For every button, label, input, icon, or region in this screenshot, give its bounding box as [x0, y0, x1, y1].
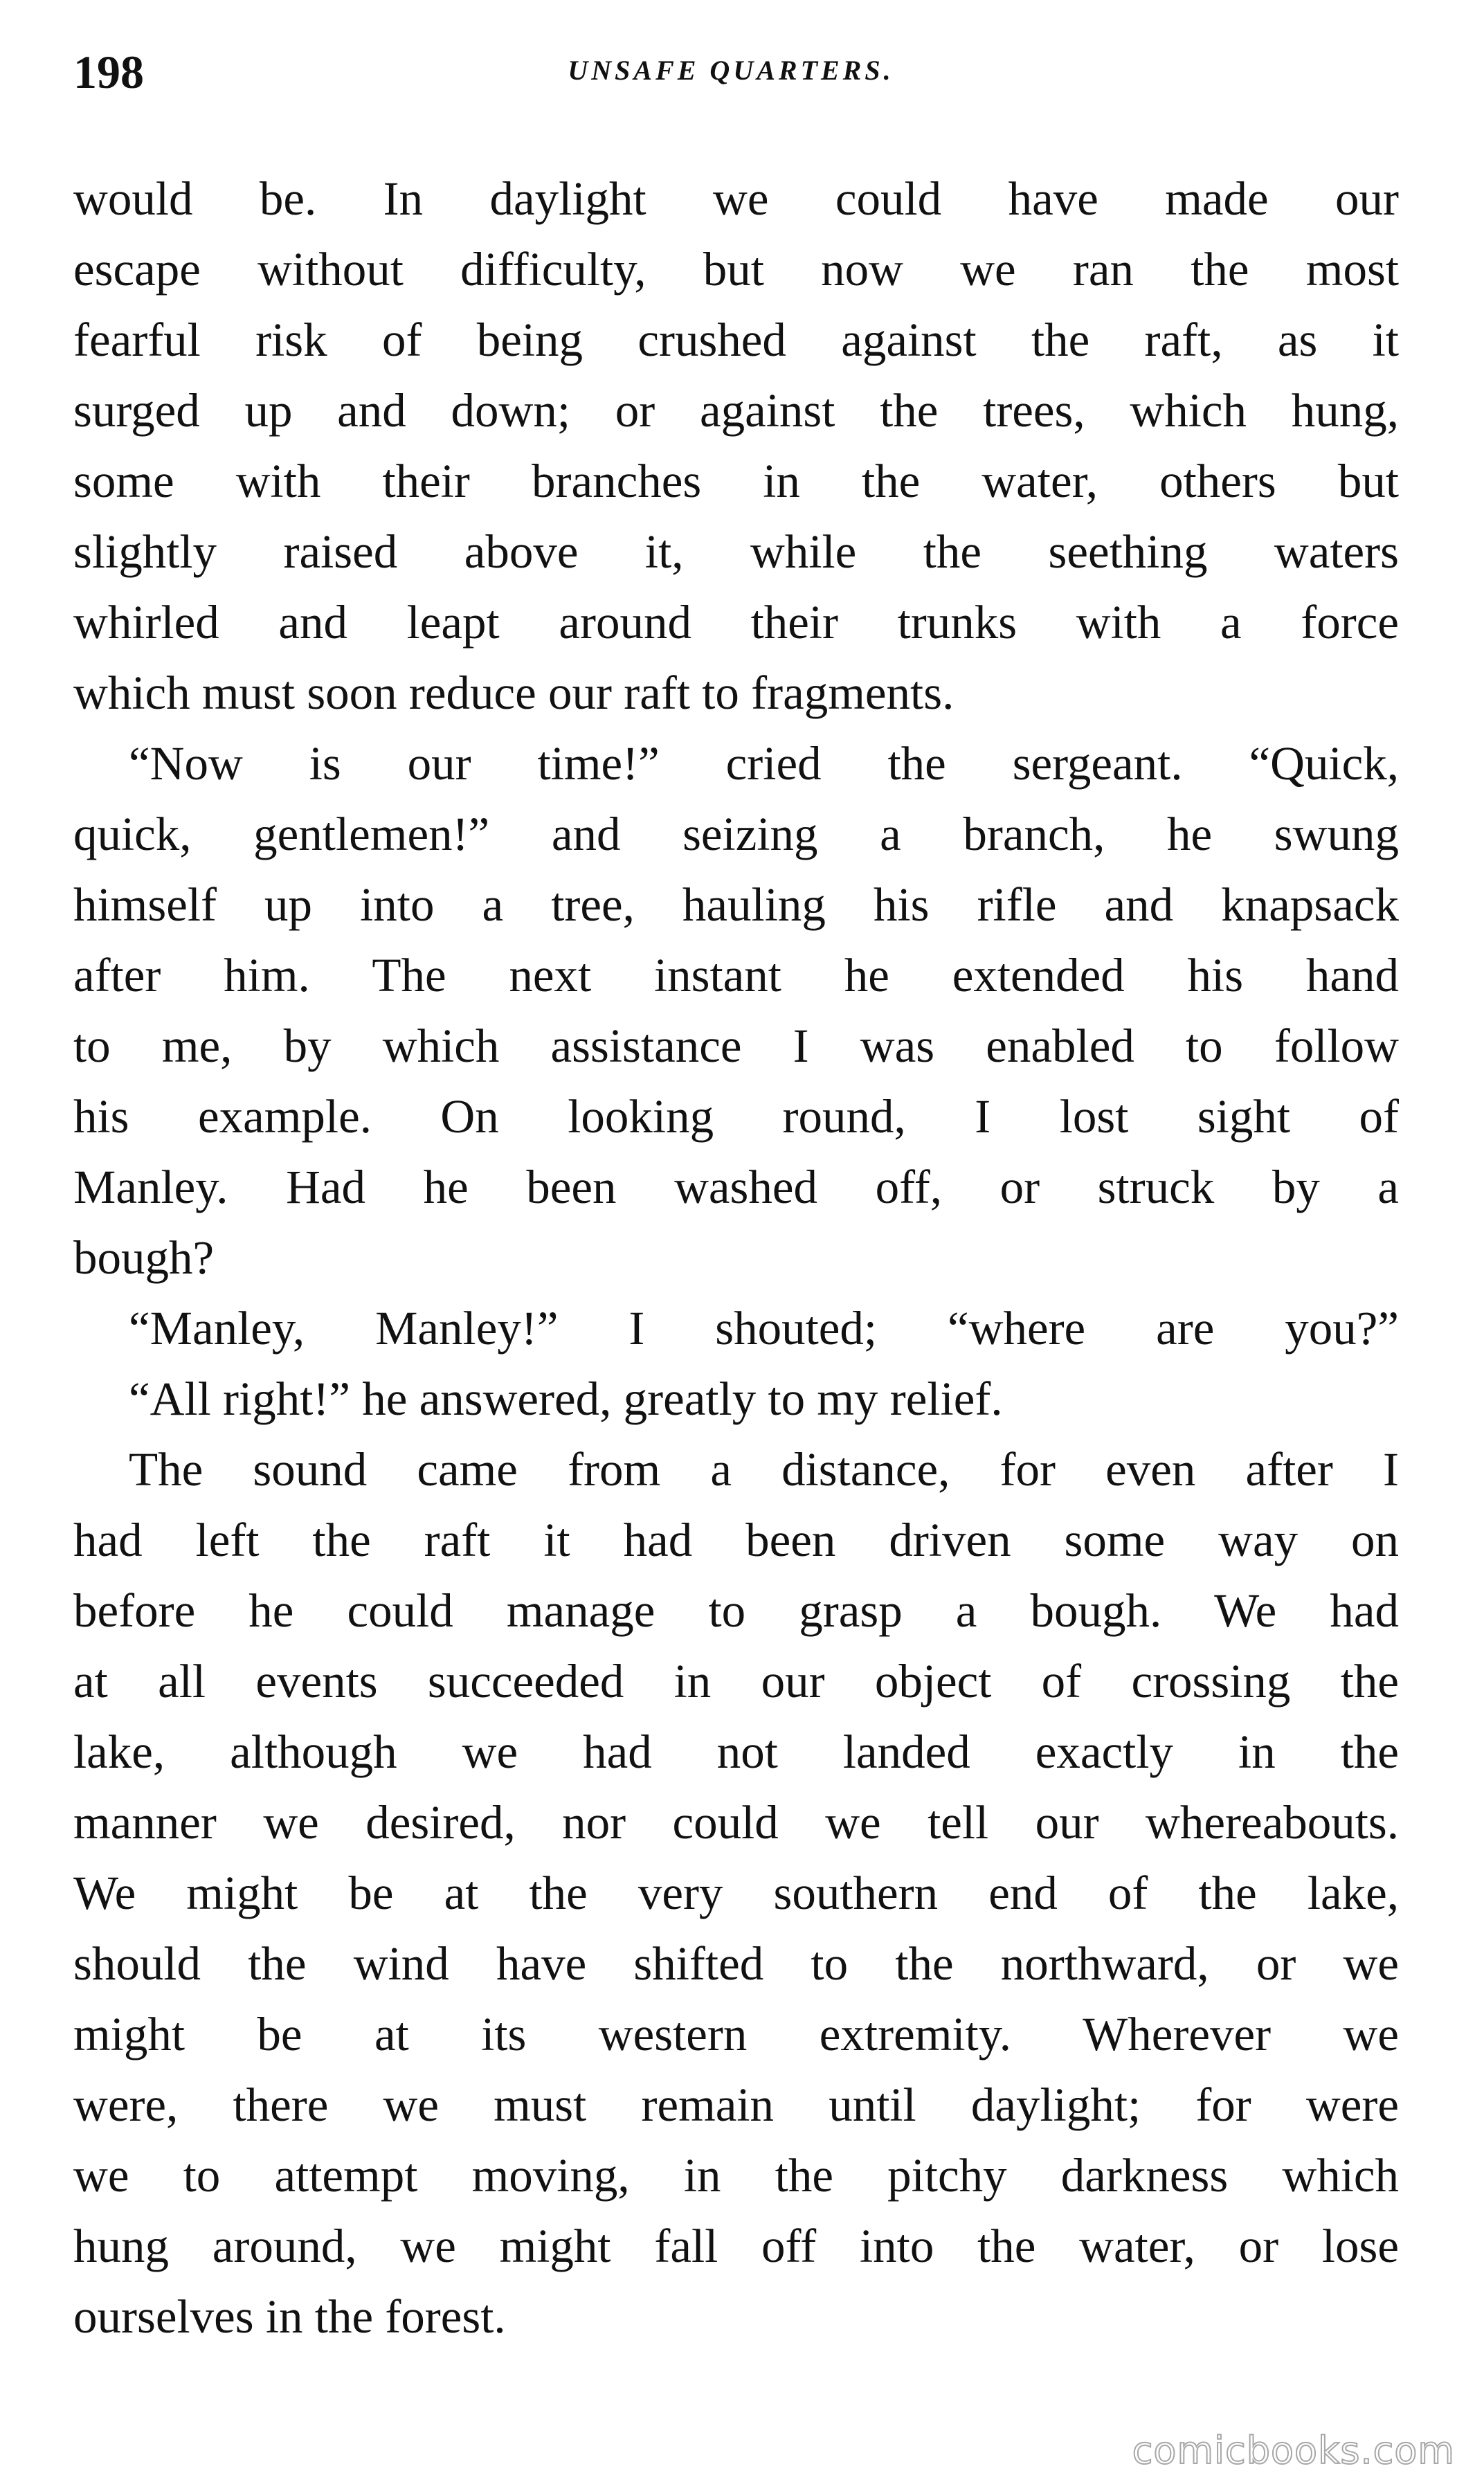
text-line: had left the raft it had been driven some way on — [73, 1514, 1399, 1566]
text-line: surged up and down; or against the trees, which hung, — [73, 384, 1399, 437]
text-line: “Now is our time!” cried the sergeant. “Quick, — [129, 737, 1399, 790]
text-line: before he could manage to grasp a bough. We had — [73, 1584, 1399, 1637]
text-line: his example. On looking round, I lost sight of — [73, 1090, 1399, 1143]
text-line: hung around, we might fall off into the water, or lose — [73, 2220, 1399, 2272]
text-line: to me, by which assistance I was enabled to follow — [73, 1020, 1399, 1072]
text-line: some with their branches in the water, others but — [73, 455, 1399, 507]
text-line: slightly raised above it, while the seething waters — [73, 525, 1399, 578]
text-line: himself up into a tree, hauling his rifle and knapsack — [73, 878, 1399, 931]
text-line: lake, although we had not landed exactly in the — [73, 1725, 1399, 1778]
text-line: which must soon reduce our raft to fragments. — [73, 667, 954, 719]
text-line: quick, gentlemen!” and seizing a branch, he swung — [73, 808, 1399, 860]
text-line: “All right!” he answered, greatly to my relief. — [129, 1373, 1003, 1425]
text-line: might be at its western extremity. Wherever we — [73, 2008, 1399, 2060]
watermark: comicbooks.com — [1132, 2429, 1455, 2472]
text-line: manner we desired, nor could we tell our whereabouts. — [73, 1796, 1399, 1849]
text-line: whirled and leapt around their trunks with a force — [73, 596, 1399, 649]
page-number: 198 — [73, 46, 144, 98]
text-line: we to attempt moving, in the pitchy darkness which — [73, 2149, 1399, 2202]
body-text — [73, 163, 1399, 2352]
text-line: escape without difficulty, but now we ran the most — [73, 243, 1399, 296]
text-line: after him. The next instant he extended his hand — [73, 949, 1399, 1002]
running-head: UNSAFE QUARTERS. — [568, 55, 894, 86]
text-line: ourselves in the forest. — [73, 2290, 506, 2343]
text-line: We might be at the very southern end of the lake, — [73, 1867, 1399, 1919]
text-line: at all events succeeded in our object of crossing the — [73, 1655, 1399, 1707]
text-line: should the wind have shifted to the northward, or we — [73, 1937, 1399, 1990]
text-line: The sound came from a distance, for even after I — [129, 1443, 1399, 1496]
text-line: “Manley, Manley!” I shouted; “where are you?” — [129, 1302, 1399, 1355]
text-line: Manley. Had he been washed off, or struck by a — [73, 1161, 1399, 1213]
text-line: were, there we must remain until daylight; for were — [73, 2078, 1399, 2131]
text-line: fearful risk of being crushed against the raft, as it — [73, 314, 1399, 366]
page-header — [73, 48, 1388, 125]
text-line: would be. In daylight we could have made our — [73, 172, 1399, 225]
text-line: bough? — [73, 1231, 215, 1284]
